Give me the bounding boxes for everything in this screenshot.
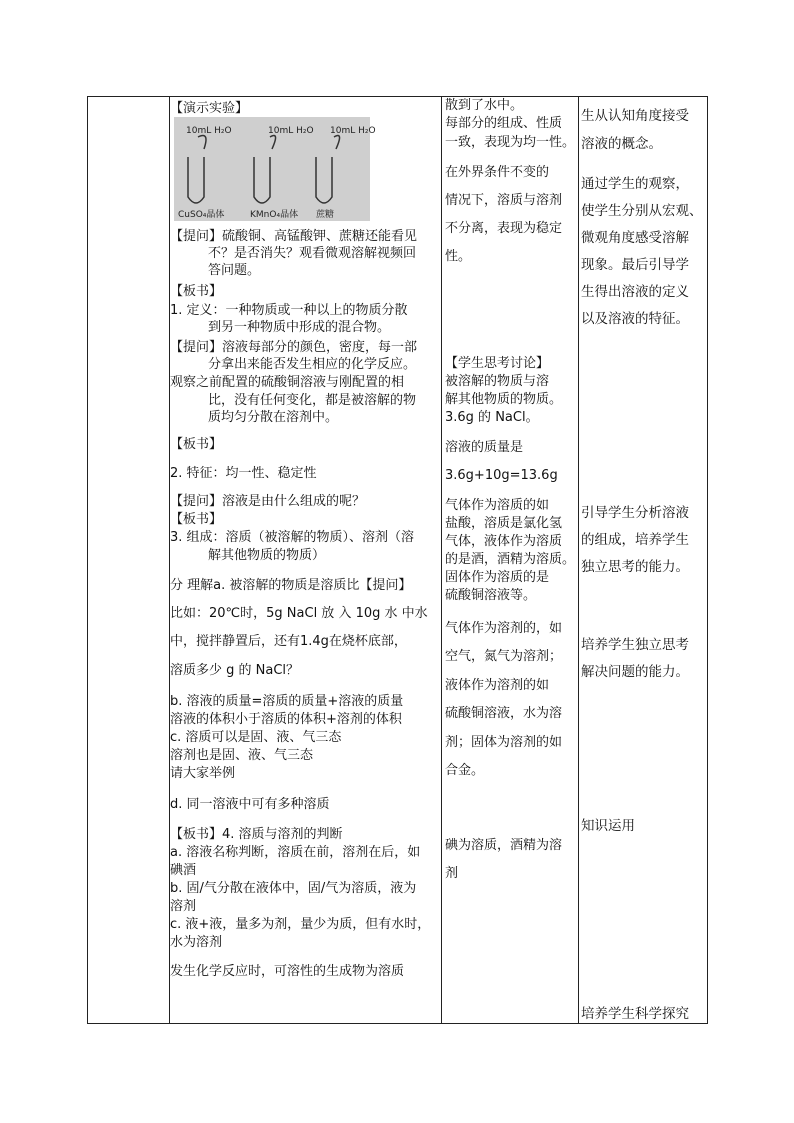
student-text: 不分离，表现为稳定 [445, 221, 563, 236]
judge-text: 【板书】4. 溶质与溶剂的判断 [170, 827, 343, 842]
test-tube-1 [188, 157, 204, 203]
test-tube-3 [316, 157, 332, 203]
intent-text: 培养学生独立思考 [581, 637, 689, 653]
board-heading: 【板书】 [170, 284, 223, 299]
mass-text: 溶剂也是固、液、气三态 [170, 748, 314, 763]
photo-label: 10mL H₂O [186, 126, 232, 136]
intent-text: 生从认知角度接受 [581, 108, 689, 124]
intent-text: 解决问题的能力。 [581, 664, 689, 680]
question-text: 【提问】溶液每部分的颜色，密度，每一部 [170, 340, 418, 355]
student-text: 碘为溶质，酒精为溶 [445, 838, 563, 853]
reaction-text: 发生化学反应时，可溶性的生成物为溶质 [170, 964, 405, 979]
composition-text: 解其他物质的物质） [208, 548, 326, 563]
intent-text: 通过学生的观察， [581, 176, 689, 192]
intent-text: 引导学生分析溶液 [581, 505, 689, 521]
intent-text: 培养学生科学探究 [581, 1006, 689, 1022]
analysis-text: 溶质多少 g 的 NaCl？ [170, 663, 300, 678]
column-divider [578, 97, 579, 1023]
observation-text: 质均匀分散在溶剂中。 [208, 410, 339, 425]
student-text: 气体作为溶剂的，如 [445, 621, 563, 636]
student-text: 每部分的组成、性质 [445, 116, 563, 131]
question-text: 分拿出来能否发生相应的化学反应。 [208, 357, 417, 372]
student-text: 硫酸铜溶液等。 [445, 588, 537, 603]
mass-text: 溶液的体积小于溶质的体积+溶剂的体积 [170, 712, 402, 727]
intent-text: 微观角度感受溶解 [581, 230, 689, 246]
judge-text: 溶剂 [170, 899, 197, 914]
feature-text: 2. 特征：均一性、稳定性 [170, 466, 317, 481]
composition-text: 3. 组成：溶质（被溶解的物质）、溶剂（溶 [170, 530, 415, 545]
photo-label: 10mL H₂O [268, 126, 314, 136]
judge-text: b. 固/气分散在液体中，固/气为溶质，液为 [170, 881, 417, 896]
analysis-text: 比如：20℃时，5g NaCl 放 入 10g 水 中水 [170, 606, 428, 621]
analysis-text: 中，搅拌静置后，还有1.4g在烧杯底部， [170, 634, 407, 649]
student-text: 气体作为溶质的如 [445, 498, 550, 513]
student-text: 空气，氮气为溶剂； [445, 649, 563, 664]
judge-text: 水为溶剂 [170, 935, 223, 950]
demo-heading: 【演示实验】 [170, 101, 249, 116]
intent-text: 的组成，培养学生 [581, 532, 689, 548]
arrow-1 [198, 136, 206, 150]
student-text: 3.6g+10g=13.6g [445, 468, 558, 483]
intent-text: 生得出溶液的定义 [581, 284, 689, 300]
column-divider [441, 97, 442, 1023]
student-text: 性。 [445, 249, 472, 264]
arrow-3 [334, 136, 340, 150]
intent-text: 独立思考的能力。 [581, 559, 689, 575]
judge-text: 碘酒 [170, 863, 197, 878]
arrow-2 [270, 136, 276, 150]
definition-text: 到另一种物质中形成的混合物。 [208, 320, 391, 335]
student-text: 一致，表现为均一性。 [445, 135, 576, 150]
student-text: 3.6g 的 NaCl。 [445, 410, 539, 425]
mass-text: b. 溶液的质量=溶质的质量+溶液的质量 [170, 694, 404, 709]
definition-text: 1. 定义：一种物质或一种以上的物质分散 [170, 303, 408, 318]
student-text: 气体，液体作为溶质 [445, 534, 563, 549]
observation-text: 比，没有任何变化，都是被溶解的物 [208, 393, 417, 408]
board-heading: 【板书】 [170, 437, 223, 452]
student-text: 液体作为溶剂的如 [445, 678, 550, 693]
student-text: 溶液的质量是 [445, 440, 524, 455]
student-text: 在外界条件不变的 [445, 165, 550, 180]
mass-text: c. 溶质可以是固、液、气三态 [170, 730, 342, 745]
analysis-text: 分 理解a. 被溶解的物质是溶质比【提问】 [170, 578, 412, 593]
photo-label: 10mL H₂O [330, 126, 376, 136]
student-text: 被溶解的物质与溶 [445, 374, 550, 389]
student-text: 散到了水中。 [445, 98, 524, 113]
observation-text: 观察之前配置的硫酸铜溶液与刚配置的相 [170, 375, 405, 390]
question-text: 【提问】硫酸铜、高锰酸钾、蔗糖还能看见 [170, 229, 418, 244]
student-text: 硫酸铜溶液，水为溶 [445, 706, 563, 721]
student-text: 盐酸，溶质是氯化氢 [445, 516, 563, 531]
judge-text: a. 溶液名称判断，溶质在前，溶剂在后，如 [170, 845, 421, 860]
photo-label: KMnO₄晶体 [250, 210, 299, 220]
test-tubes-sketch [174, 117, 376, 221]
intent-text: 知识运用 [581, 818, 635, 834]
question-text: 【提问】溶液是由什么组成的呢？ [170, 494, 366, 509]
board-heading: 【板书】 [170, 512, 223, 527]
question-text: 答问题。 [208, 263, 261, 278]
photo-label: CuSO₄晶体 [178, 210, 225, 220]
experiment-photo [174, 117, 376, 221]
student-text: 剂；固体为溶剂的如 [445, 735, 563, 750]
question-text: 不？是否消失？观看微观溶解视频回 [208, 246, 417, 261]
intent-text: 使学生分别从宏观、 [581, 203, 703, 219]
student-text: 的是酒，酒精为溶质。 [445, 552, 576, 567]
intent-text: 以及溶液的特征。 [581, 311, 689, 327]
intent-text: 现象。最后引导学 [581, 257, 689, 273]
intent-text: 溶液的概念。 [581, 136, 662, 152]
judge-text: c. 液+液，量多为剂，量少为质，但有水时， [170, 917, 431, 932]
test-tube-2 [254, 157, 270, 203]
mass-text: 请大家举例 [170, 766, 236, 781]
discussion-heading: 【学生思考讨论】 [445, 356, 550, 371]
multi-solute-text: d. 同一溶液中可有多种溶质 [170, 797, 330, 812]
student-text: 解其他物质的物质。 [445, 392, 563, 407]
student-text: 剂 [445, 866, 459, 881]
student-text: 合金。 [445, 763, 485, 778]
student-text: 固体作为溶质的是 [445, 570, 550, 585]
lesson-table [87, 96, 708, 1024]
photo-label: 蔗糖 [316, 210, 335, 220]
student-text: 情况下，溶质与溶剂 [445, 193, 563, 208]
